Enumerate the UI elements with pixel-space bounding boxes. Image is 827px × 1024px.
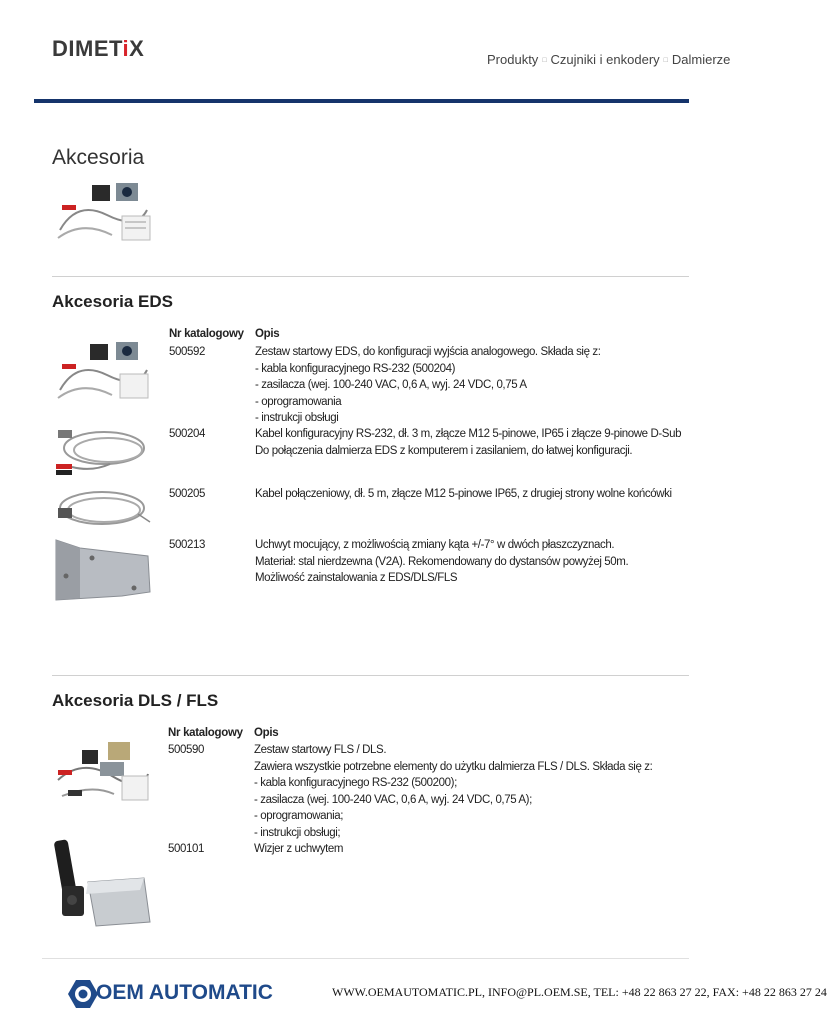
description-line: Kabel konfiguracyjny RS-232, dł. 3 m, złącze M12 5-pinowe, IP65 i złącze 9-pinowe D-Sub <box>255 428 682 440</box>
product-description <box>254 742 688 841</box>
breadcrumb-item-czujniki[interactable]: Czujniki i enkodery <box>550 52 660 67</box>
description-line: - instrukcji obsługi; <box>254 826 341 839</box>
description-line: Uchwyt mocujący, z możliwością zmiany kąta +/-7° w dwóch płaszczyznach. <box>255 539 615 551</box>
logo-text-c: X <box>129 36 145 61</box>
catalog-number: 500213 <box>169 539 205 551</box>
product-image-500592 <box>52 340 152 404</box>
footer-divider <box>42 958 689 959</box>
page-title: Akcesoria <box>52 146 145 169</box>
column-header-catalog: Nr katalogowy <box>169 328 244 340</box>
logo-text-a: DIMET <box>52 36 123 61</box>
description-line: Wizjer z uchwytem <box>254 843 344 855</box>
product-description <box>254 841 688 858</box>
footer-logo[interactable]: OEM AUTOMATIC <box>96 981 273 1004</box>
product-description <box>255 344 689 427</box>
section-title-eds: Akcesoria EDS <box>52 292 173 311</box>
section-title-dls-fls: Akcesoria DLS / FLS <box>52 691 219 710</box>
catalog-number: 500205 <box>169 488 205 500</box>
catalog-number: 500590 <box>168 744 204 756</box>
section-divider <box>52 276 689 277</box>
footer-contact: WWW.OEMAUTOMATIC.PL, INFO@PL.OEM.SE, TEL: +48 22 863 27 22, FAX: +48 22 863 27 24 <box>332 985 827 999</box>
description-line: Zestaw startowy EDS, do konfiguracji wyjścia analogowego. Składa się z: <box>255 346 601 358</box>
description-line: - zasilacza (wej. 100-240 VAC, 0,6 A, wyj. 24 VDC, 0,75 A <box>255 379 527 391</box>
logo-text-b: i <box>122 36 130 61</box>
product-image-500204 <box>52 424 152 480</box>
description-line: - oprogramowania; <box>254 810 344 822</box>
description-line: Kabel połączeniowy, dł. 5 m, złącze M12 5-pinowe IP65, z drugiej strony wolne końcówki <box>255 488 672 500</box>
column-header-desc: Opis <box>255 328 280 340</box>
description-line: - zasilacza (wej. 100-240 VAC, 0,6 A, wyj. 24 VDC, 0,75 A); <box>254 793 532 806</box>
breadcrumb-separator-icon: □ <box>663 57 668 65</box>
catalog-number: 500592 <box>169 346 205 358</box>
catalog-number: 500101 <box>168 843 204 855</box>
description-line: Materiał: stal nierdzewna (V2A). Rekomendowany do dystansów powyżej 50m. <box>255 555 629 568</box>
description-line: - kabla konfiguracyjnego RS-232 (500200); <box>254 777 457 789</box>
column-header-desc: Opis <box>254 727 279 739</box>
dimetix-logo[interactable] <box>52 36 144 62</box>
description-line: Możliwość zainstalowania z EDS/DLS/FLS <box>255 572 458 584</box>
breadcrumb-separator-icon: □ <box>542 57 547 65</box>
description-line: Do połączenia dalmierza EDS z komputerem i zasilaniem, do łatwej konfiguracji. <box>255 444 633 457</box>
description-line: Zawiera wszystkie potrzebne elementy do użytku dalmierza FLS / DLS. Składa się z: <box>254 760 653 773</box>
description-line: - instrukcji obsługi <box>255 412 339 424</box>
catalog-number: 500204 <box>169 428 205 440</box>
section-divider <box>52 675 689 676</box>
description-line: Zestaw startowy FLS / DLS. <box>254 744 387 756</box>
description-line: - kabla konfiguracyjnego RS-232 (500204) <box>255 362 456 375</box>
breadcrumb-item-produkty[interactable]: Produkty <box>487 52 539 67</box>
breadcrumb <box>487 52 731 67</box>
product-image-500101 <box>52 838 152 928</box>
product-image-500205 <box>52 484 152 534</box>
product-description <box>255 537 689 587</box>
product-description <box>255 426 689 459</box>
column-header-catalog: Nr katalogowy <box>168 727 243 739</box>
product-image-500213 <box>52 536 152 604</box>
starter-kit-image <box>52 180 154 246</box>
product-image-500590 <box>52 740 152 804</box>
oem-logo-emblem-icon <box>64 978 100 1010</box>
product-description <box>255 486 689 503</box>
breadcrumb-item-dalmierze[interactable]: Dalmierze <box>671 52 731 67</box>
header-divider-bar <box>34 99 689 103</box>
description-line: - oprogramowania <box>255 395 342 408</box>
